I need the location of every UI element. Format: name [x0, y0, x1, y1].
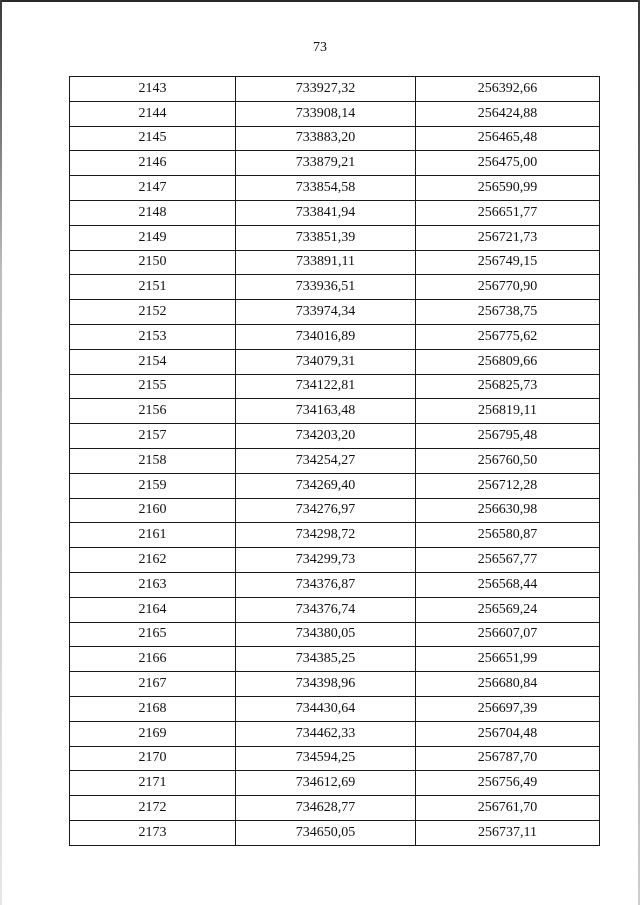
coordinates-table — [69, 76, 600, 846]
point-number-cell: 2167 — [70, 672, 236, 697]
y-coordinate-cell: 256392,66 — [416, 77, 600, 102]
x-coordinate-cell: 734462,33 — [236, 721, 416, 746]
y-coordinate-cell: 256795,48 — [416, 424, 600, 449]
table-row — [70, 225, 600, 250]
x-coordinate-cell: 733854,58 — [236, 176, 416, 201]
y-coordinate-cell: 256760,50 — [416, 448, 600, 473]
y-coordinate-cell: 256738,75 — [416, 300, 600, 325]
table-row — [70, 820, 600, 845]
point-number-cell: 2143 — [70, 77, 236, 102]
table-row — [70, 572, 600, 597]
table-row — [70, 126, 600, 151]
table-row — [70, 200, 600, 225]
y-coordinate-cell: 256787,70 — [416, 746, 600, 771]
x-coordinate-cell: 734254,27 — [236, 448, 416, 473]
y-coordinate-cell: 256567,77 — [416, 548, 600, 573]
scan-edge-left — [0, 0, 2, 905]
x-coordinate-cell: 733883,20 — [236, 126, 416, 151]
x-coordinate-cell: 734380,05 — [236, 622, 416, 647]
y-coordinate-cell: 256819,11 — [416, 399, 600, 424]
x-coordinate-cell: 734628,77 — [236, 796, 416, 821]
point-number-cell: 2157 — [70, 424, 236, 449]
table-row — [70, 399, 600, 424]
x-coordinate-cell: 734398,96 — [236, 672, 416, 697]
y-coordinate-cell: 256651,99 — [416, 647, 600, 672]
table-row — [70, 672, 600, 697]
point-number-cell: 2163 — [70, 572, 236, 597]
y-coordinate-cell: 256825,73 — [416, 374, 600, 399]
x-coordinate-cell: 734594,25 — [236, 746, 416, 771]
x-coordinate-cell: 734298,72 — [236, 523, 416, 548]
table-row — [70, 696, 600, 721]
coordinates-table-body — [70, 77, 600, 846]
x-coordinate-cell: 734430,64 — [236, 696, 416, 721]
y-coordinate-cell: 256737,11 — [416, 820, 600, 845]
table-row — [70, 622, 600, 647]
y-coordinate-cell: 256475,00 — [416, 151, 600, 176]
table-row — [70, 176, 600, 201]
point-number-cell: 2172 — [70, 796, 236, 821]
y-coordinate-cell: 256465,48 — [416, 126, 600, 151]
point-number-cell: 2154 — [70, 349, 236, 374]
x-coordinate-cell: 734612,69 — [236, 771, 416, 796]
point-number-cell: 2147 — [70, 176, 236, 201]
table-row — [70, 250, 600, 275]
y-coordinate-cell: 256761,70 — [416, 796, 600, 821]
y-coordinate-cell: 256630,98 — [416, 498, 600, 523]
table-row — [70, 498, 600, 523]
table-row — [70, 300, 600, 325]
point-number-cell: 2144 — [70, 101, 236, 126]
y-coordinate-cell: 256756,49 — [416, 771, 600, 796]
y-coordinate-cell: 256775,62 — [416, 324, 600, 349]
x-coordinate-cell: 734385,25 — [236, 647, 416, 672]
table-row — [70, 473, 600, 498]
point-number-cell: 2150 — [70, 250, 236, 275]
table-row — [70, 796, 600, 821]
x-coordinate-cell: 734376,87 — [236, 572, 416, 597]
y-coordinate-cell: 256569,24 — [416, 597, 600, 622]
table-row — [70, 424, 600, 449]
x-coordinate-cell: 734016,89 — [236, 324, 416, 349]
x-coordinate-cell: 734079,31 — [236, 349, 416, 374]
table-row — [70, 523, 600, 548]
point-number-cell: 2151 — [70, 275, 236, 300]
x-coordinate-cell: 733891,11 — [236, 250, 416, 275]
y-coordinate-cell: 256590,99 — [416, 176, 600, 201]
point-number-cell: 2171 — [70, 771, 236, 796]
table-row — [70, 101, 600, 126]
x-coordinate-cell: 734650,05 — [236, 820, 416, 845]
table-row — [70, 597, 600, 622]
x-coordinate-cell: 733851,39 — [236, 225, 416, 250]
y-coordinate-cell: 256424,88 — [416, 101, 600, 126]
y-coordinate-cell: 256680,84 — [416, 672, 600, 697]
table-row — [70, 324, 600, 349]
table-row — [70, 647, 600, 672]
point-number-cell: 2168 — [70, 696, 236, 721]
y-coordinate-cell: 256651,77 — [416, 200, 600, 225]
point-number-cell: 2170 — [70, 746, 236, 771]
point-number-cell: 2166 — [70, 647, 236, 672]
table-row — [70, 746, 600, 771]
table-row — [70, 151, 600, 176]
y-coordinate-cell: 256697,39 — [416, 696, 600, 721]
table-row — [70, 374, 600, 399]
table-row — [70, 548, 600, 573]
x-coordinate-cell: 734276,97 — [236, 498, 416, 523]
point-number-cell: 2173 — [70, 820, 236, 845]
x-coordinate-cell: 733841,94 — [236, 200, 416, 225]
point-number-cell: 2164 — [70, 597, 236, 622]
y-coordinate-cell: 256712,28 — [416, 473, 600, 498]
point-number-cell: 2155 — [70, 374, 236, 399]
point-number-cell: 2160 — [70, 498, 236, 523]
x-coordinate-cell: 734376,74 — [236, 597, 416, 622]
y-coordinate-cell: 256568,44 — [416, 572, 600, 597]
point-number-cell: 2169 — [70, 721, 236, 746]
table-row — [70, 275, 600, 300]
scan-edge-top — [0, 0, 640, 2]
x-coordinate-cell: 734299,73 — [236, 548, 416, 573]
y-coordinate-cell: 256809,66 — [416, 349, 600, 374]
x-coordinate-cell: 733927,32 — [236, 77, 416, 102]
page-number: 73 — [313, 40, 327, 55]
point-number-cell: 2165 — [70, 622, 236, 647]
table-row — [70, 771, 600, 796]
point-number-cell: 2159 — [70, 473, 236, 498]
y-coordinate-cell: 256704,48 — [416, 721, 600, 746]
point-number-cell: 2148 — [70, 200, 236, 225]
point-number-cell: 2153 — [70, 324, 236, 349]
x-coordinate-cell: 733879,21 — [236, 151, 416, 176]
point-number-cell: 2162 — [70, 548, 236, 573]
x-coordinate-cell: 734122,81 — [236, 374, 416, 399]
table-row — [70, 721, 600, 746]
table-row — [70, 448, 600, 473]
point-number-cell: 2146 — [70, 151, 236, 176]
point-number-cell: 2158 — [70, 448, 236, 473]
point-number-cell: 2149 — [70, 225, 236, 250]
y-coordinate-cell: 256770,90 — [416, 275, 600, 300]
x-coordinate-cell: 734163,48 — [236, 399, 416, 424]
x-coordinate-cell: 733974,34 — [236, 300, 416, 325]
y-coordinate-cell: 256749,15 — [416, 250, 600, 275]
table-row — [70, 349, 600, 374]
x-coordinate-cell: 734203,20 — [236, 424, 416, 449]
point-number-cell: 2145 — [70, 126, 236, 151]
point-number-cell: 2156 — [70, 399, 236, 424]
point-number-cell: 2161 — [70, 523, 236, 548]
y-coordinate-cell: 256607,07 — [416, 622, 600, 647]
y-coordinate-cell: 256580,87 — [416, 523, 600, 548]
y-coordinate-cell: 256721,73 — [416, 225, 600, 250]
point-number-cell: 2152 — [70, 300, 236, 325]
x-coordinate-cell: 733936,51 — [236, 275, 416, 300]
x-coordinate-cell: 733908,14 — [236, 101, 416, 126]
table-row — [70, 77, 600, 102]
x-coordinate-cell: 734269,40 — [236, 473, 416, 498]
